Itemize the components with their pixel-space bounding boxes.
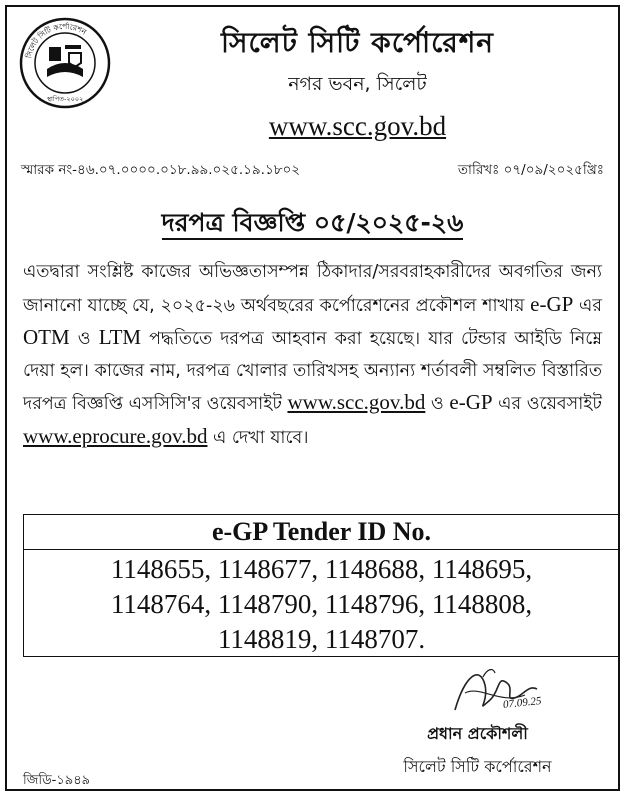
signatory-designation: প্রধান প্রকৌশলী bbox=[427, 724, 528, 743]
body-part-1: এতদ্বারা সংশ্লিষ্ট কাজের অভিজ্ঞতাসম্পন্ন ঠিকাদার/সরবরাহকারীদের অবগতির জন্য জানানো যাচ্ছে যে, ২০২৫-২৬ অর্থবছরের কর্পোরেশনের প্রকৌশল শাখায় bbox=[23, 262, 602, 316]
body-ltm: LTM bbox=[98, 325, 142, 349]
scc-website-link[interactable]: www.scc.gov.bd bbox=[287, 390, 426, 414]
body-part-4: পদ্ধতিতে দরপত্র আহবান করা হয়েছে। যার টেন্ডার আইডি নিম্নে দেয়া হল। কাজের নাম, দরপত্র খোলার তারিখসহ অন্যান্য শর্তাবলী সম্বলিত বিস্তারিত দরপত্র বিজ্ঞপ্তি এসসিসি'র ওয়েবসাইট bbox=[23, 329, 602, 414]
handwritten-signature bbox=[445, 655, 555, 725]
body-otm: OTM bbox=[23, 325, 70, 349]
tender-id-line-1: 1148655, 1148677, 1148688, 1148695, bbox=[110, 554, 533, 584]
organization-title: সিলেট সিটি কর্পোরেশন bbox=[220, 26, 495, 59]
body-part-5: ও bbox=[430, 394, 444, 414]
signatory-organization: সিলেট সিটি কর্পোরেশন bbox=[403, 757, 552, 776]
tender-id-list bbox=[24, 550, 619, 657]
logo-est-text: স্থাপিত-২০০২ bbox=[46, 95, 84, 103]
notice-title bbox=[7, 203, 618, 246]
tender-id-line-3: 1148819, 1148707. bbox=[217, 624, 426, 654]
organization-website[interactable]: www.scc.gov.bd bbox=[268, 111, 447, 141]
signature-date: 07.09.25 bbox=[502, 695, 543, 711]
scc-logo bbox=[19, 17, 111, 109]
body-part-7: এ দেখা যাবে। bbox=[213, 427, 309, 448]
body-egp-1: e-GP bbox=[530, 291, 574, 316]
tender-id-line-2: 1148764, 1148790, 1148796, 1148808, bbox=[110, 589, 533, 619]
notice-title-text: দরপত্র বিজ্ঞপ্তি ০৫/২০২৫-২৬ bbox=[162, 208, 464, 240]
tender-id-box bbox=[23, 514, 620, 657]
eprocure-website-link[interactable]: www.eprocure.gov.bd bbox=[23, 423, 208, 448]
memo-row bbox=[21, 159, 604, 182]
body-part-6: এর ওয়েবসাইট bbox=[498, 394, 602, 414]
body-egp-2: e-GP bbox=[449, 390, 493, 414]
notice-border bbox=[5, 5, 620, 791]
body-part-2: এর bbox=[579, 295, 602, 316]
memo-date: তারিখঃ ০৭/০৯/২০২৫খ্রিঃ bbox=[457, 162, 604, 178]
notice-body bbox=[23, 257, 602, 454]
organization-address: নগর ভবন, সিলেট bbox=[288, 73, 427, 95]
tender-heading: e-GP Tender ID No. bbox=[24, 515, 619, 550]
gd-number: জিডি-১৯৪৯ bbox=[23, 773, 91, 788]
logo-ring-text: সিলেট সিটি কর্পোরেশন bbox=[24, 21, 88, 60]
memo-reference: স্মারক নং-৪৬.০৭.০০০০.০১৮.৯৯.০২৫.১৯.১৮০২ bbox=[21, 162, 301, 178]
body-part-3: ও bbox=[77, 329, 91, 349]
